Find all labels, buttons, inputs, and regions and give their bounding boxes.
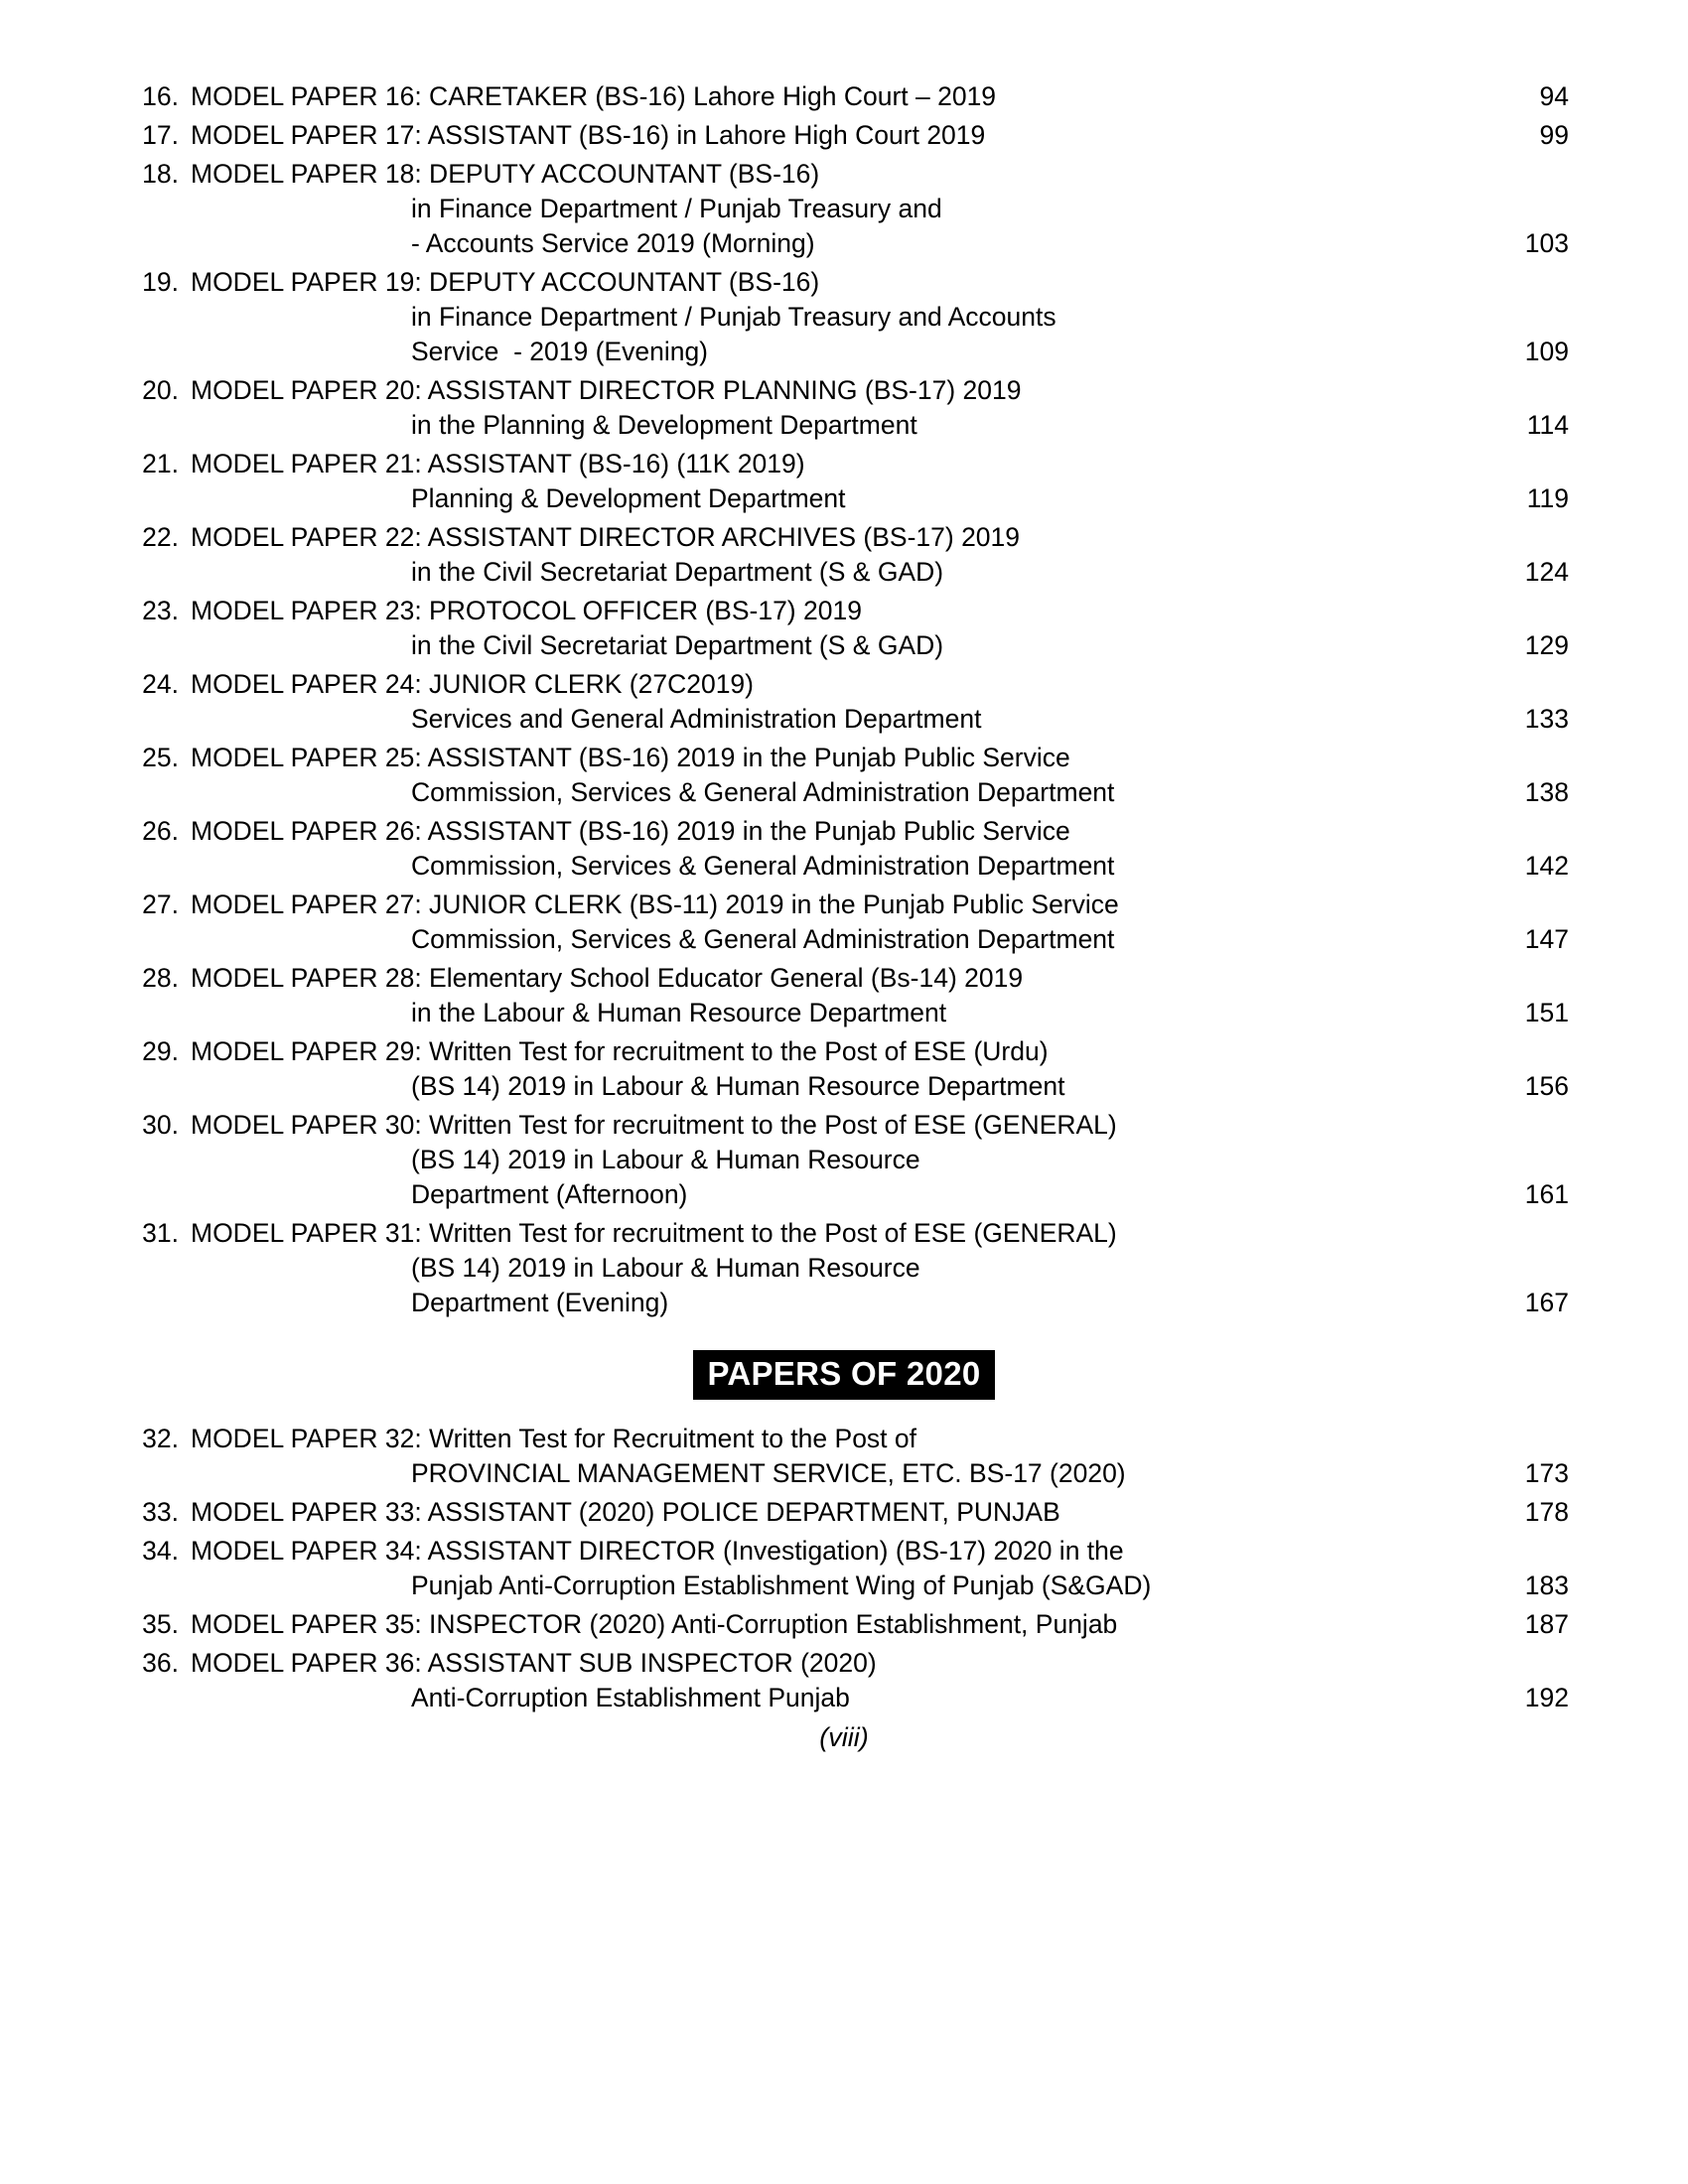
toc-entry[interactable]	[119, 1534, 1569, 1603]
toc-entry-page-number: 173	[1524, 1458, 1569, 1488]
toc-entry-title-line: MODEL PAPER 27: JUNIOR CLERK (BS-11) 2019 in the Punjab Public Service	[191, 889, 1119, 919]
toc-entry[interactable]	[119, 157, 1569, 261]
toc-entry-page-number: 183	[1524, 1570, 1569, 1600]
toc-entry[interactable]	[119, 594, 1569, 663]
toc-entry-page-number: 142	[1524, 851, 1569, 881]
toc-entry-title-line: MODEL PAPER 34: ASSISTANT DIRECTOR (Investigation) (BS-17) 2020 in the	[191, 1536, 1124, 1566]
toc-entry-title	[191, 1216, 1477, 1320]
toc-entry-title-line: MODEL PAPER 22: ASSISTANT DIRECTOR ARCHIVES (BS-17) 2019	[191, 522, 1021, 552]
toc-entry-page-number: 161	[1524, 1179, 1569, 1209]
toc-entry-title-line: MODEL PAPER 23: PROTOCOL OFFICER (BS-17) 2019	[191, 596, 862, 625]
toc-entry-number: 19.	[142, 267, 179, 297]
toc-entry[interactable]	[119, 1607, 1569, 1642]
toc-entry-page-number: 151	[1524, 998, 1569, 1027]
toc-entry-page-number: 192	[1524, 1683, 1569, 1712]
toc-entry-title-line: MODEL PAPER 24: JUNIOR CLERK (27C2019)	[191, 669, 754, 699]
section-banner-label: PAPERS OF 2020	[693, 1350, 994, 1400]
toc-entry-title-continuation: Commission, Services & General Administration Department	[411, 851, 1115, 881]
toc-entry-title-line: MODEL PAPER 18: DEPUTY ACCOUNTANT (BS-16)	[191, 159, 820, 189]
toc-entry-page-number: 114	[1526, 410, 1569, 440]
toc-entry-title	[191, 157, 1477, 261]
toc-entry-number: 35.	[142, 1609, 179, 1639]
toc-entry-title-continuation: in the Civil Secretariat Department (S & GAD)	[411, 557, 944, 587]
toc-entry-title-line: MODEL PAPER 29: Written Test for recruitment to the Post of ESE (Urdu)	[191, 1036, 1049, 1066]
toc-entry-number: 32.	[142, 1424, 179, 1453]
toc-entry-title-line: MODEL PAPER 19: DEPUTY ACCOUNTANT (BS-16)	[191, 267, 820, 297]
toc-list-2019	[119, 79, 1569, 1320]
toc-entry-title	[191, 594, 1477, 663]
toc-entry[interactable]	[119, 447, 1569, 516]
toc-entry-title-continuation: in Finance Department / Punjab Treasury and Accounts	[411, 302, 1056, 332]
toc-entry-number: 36.	[142, 1648, 179, 1678]
toc-entry-number: 17.	[142, 120, 179, 150]
toc-entry-number: 25.	[142, 743, 179, 772]
toc-entry-page-number: 99	[1539, 120, 1569, 150]
toc-entry-title-continuation: Service - 2019 (Evening)	[411, 337, 709, 366]
toc-entry-title-continuation: Commission, Services & General Administration Department	[411, 924, 1115, 954]
toc-entry-number: 31.	[142, 1218, 179, 1248]
toc-entry-title-line: MODEL PAPER 21: ASSISTANT (BS-16) (11K 2019)	[191, 449, 805, 478]
toc-entry-page-number: 129	[1524, 630, 1569, 660]
toc-entry-number: 21.	[142, 449, 179, 478]
toc-entry-title-line: MODEL PAPER 33: ASSISTANT (2020) POLICE DEPARTMENT, PUNJAB	[191, 1497, 1060, 1527]
toc-entry-title	[191, 1495, 1477, 1530]
toc-entry-title	[191, 1646, 1477, 1715]
toc-entry-title	[191, 1422, 1477, 1491]
toc-entry-title-line: MODEL PAPER 20: ASSISTANT DIRECTOR PLANNING (BS-17) 2019	[191, 375, 1022, 405]
toc-entry-number: 16.	[142, 81, 179, 111]
toc-entry-page-number: 109	[1524, 337, 1569, 366]
toc-entry[interactable]	[119, 118, 1569, 153]
toc-entry-title	[191, 79, 1477, 114]
toc-entry-number: 28.	[142, 963, 179, 993]
toc-entry-number: 34.	[142, 1536, 179, 1566]
toc-entry-title	[191, 1534, 1477, 1603]
toc-entry-title	[191, 741, 1477, 810]
toc-entry[interactable]	[119, 1034, 1569, 1104]
table-of-contents	[119, 79, 1569, 1715]
toc-entry-title	[191, 520, 1477, 590]
toc-entry-title-line: MODEL PAPER 17: ASSISTANT (BS-16) in Lahore High Court 2019	[191, 120, 986, 150]
toc-entry-title	[191, 373, 1477, 443]
toc-entry-title	[191, 667, 1477, 737]
toc-entry-page-number: 167	[1524, 1288, 1569, 1317]
toc-entry[interactable]	[119, 79, 1569, 114]
toc-entry-title-continuation: in the Planning & Development Department	[411, 410, 917, 440]
toc-entry-title-continuation: in Finance Department / Punjab Treasury and	[411, 194, 942, 223]
toc-entry-page-number: 124	[1524, 557, 1569, 587]
toc-entry-page-number: 147	[1524, 924, 1569, 954]
toc-entry-title-line: MODEL PAPER 30: Written Test for recruitment to the Post of ESE (GENERAL)	[191, 1110, 1117, 1140]
toc-entry-title-continuation: Punjab Anti-Corruption Establishment Wing of Punjab (S&GAD)	[411, 1570, 1152, 1600]
toc-entry-page-number: 103	[1524, 228, 1569, 258]
toc-entry-title	[191, 118, 1477, 153]
toc-entry[interactable]	[119, 520, 1569, 590]
toc-entry-page-number: 178	[1524, 1497, 1569, 1527]
section-banner	[119, 1350, 1569, 1400]
toc-entry[interactable]	[119, 1108, 1569, 1212]
toc-entry-title-continuation: Department (Afternoon)	[411, 1179, 688, 1209]
toc-entry[interactable]	[119, 1495, 1569, 1530]
toc-entry-page-number: 94	[1539, 81, 1569, 111]
toc-entry-title-continuation: Anti-Corruption Establishment Punjab	[411, 1683, 850, 1712]
toc-entry-number: 33.	[142, 1497, 179, 1527]
toc-entry-page-number: 138	[1524, 777, 1569, 807]
toc-entry[interactable]	[119, 1422, 1569, 1491]
toc-entry-page-number: 119	[1526, 483, 1569, 513]
toc-entry-title-continuation: (BS 14) 2019 in Labour & Human Resource	[411, 1253, 920, 1283]
toc-entry-title	[191, 961, 1477, 1030]
toc-entry-title-line: MODEL PAPER 36: ASSISTANT SUB INSPECTOR (2020)	[191, 1648, 877, 1678]
toc-entry-number: 22.	[142, 522, 179, 552]
toc-entry-title	[191, 447, 1477, 516]
toc-entry-number: 20.	[142, 375, 179, 405]
toc-entry-title-line: MODEL PAPER 26: ASSISTANT (BS-16) 2019 in the Punjab Public Service	[191, 816, 1070, 846]
toc-entry-page-number: 156	[1524, 1071, 1569, 1101]
toc-entry-number: 29.	[142, 1036, 179, 1066]
toc-entry-page-number: 133	[1524, 704, 1569, 734]
toc-entry[interactable]	[119, 961, 1569, 1030]
toc-entry-title-line: MODEL PAPER 32: Written Test for Recruitment to the Post of	[191, 1424, 917, 1453]
toc-entry[interactable]	[119, 373, 1569, 443]
toc-entry[interactable]	[119, 265, 1569, 369]
toc-entry-number: 27.	[142, 889, 179, 919]
toc-entry-title-line: MODEL PAPER 35: INSPECTOR (2020) Anti-Corruption Establishment, Punjab	[191, 1609, 1118, 1639]
toc-entry-number: 30.	[142, 1110, 179, 1140]
toc-entry-number: 18.	[142, 159, 179, 189]
toc-entry-title-continuation: Department (Evening)	[411, 1288, 669, 1317]
toc-entry[interactable]	[119, 887, 1569, 957]
toc-entry-title	[191, 1108, 1477, 1212]
toc-entry-title	[191, 887, 1477, 957]
page-folio: (viii)	[819, 1722, 869, 1752]
toc-entry-number: 24.	[142, 669, 179, 699]
toc-entry-title	[191, 1607, 1477, 1642]
toc-entry-title	[191, 1034, 1477, 1104]
toc-entry-title-line: MODEL PAPER 16: CARETAKER (BS-16) Lahore High Court – 2019	[191, 81, 997, 111]
toc-entry-title-line: MODEL PAPER 28: Elementary School Educator General (Bs-14) 2019	[191, 963, 1024, 993]
toc-entry-title-line: MODEL PAPER 25: ASSISTANT (BS-16) 2019 in the Punjab Public Service	[191, 743, 1070, 772]
toc-entry-title-continuation: Commission, Services & General Administration Department	[411, 777, 1115, 807]
toc-entry[interactable]	[119, 1216, 1569, 1320]
toc-entry-page-number: 187	[1524, 1609, 1569, 1639]
toc-entry-title-continuation: - Accounts Service 2019 (Morning)	[411, 228, 815, 258]
toc-entry-title-continuation: Planning & Development Department	[411, 483, 846, 513]
toc-entry-title-line: MODEL PAPER 31: Written Test for recruitment to the Post of ESE (GENERAL)	[191, 1218, 1117, 1248]
toc-entry-title	[191, 265, 1477, 369]
toc-entry-title-continuation: (BS 14) 2019 in Labour & Human Resource	[411, 1145, 920, 1174]
toc-entry-title-continuation: Services and General Administration Department	[411, 704, 982, 734]
toc-entry[interactable]	[119, 814, 1569, 884]
toc-entry-title-continuation: PROVINCIAL MANAGEMENT SERVICE, ETC. BS-17 (2020)	[411, 1458, 1126, 1488]
toc-entry[interactable]	[119, 1646, 1569, 1715]
toc-entry-title-continuation: in the Civil Secretariat Department (S & GAD)	[411, 630, 944, 660]
toc-entry-title-continuation: (BS 14) 2019 in Labour & Human Resource Department	[411, 1071, 1065, 1101]
toc-entry[interactable]	[119, 741, 1569, 810]
toc-entry-title-continuation: in the Labour & Human Resource Department	[411, 998, 947, 1027]
toc-list-2020	[119, 1422, 1569, 1715]
toc-entry-title	[191, 814, 1477, 884]
toc-entry[interactable]	[119, 667, 1569, 737]
toc-entry-number: 23.	[142, 596, 179, 625]
toc-entry-number: 26.	[142, 816, 179, 846]
